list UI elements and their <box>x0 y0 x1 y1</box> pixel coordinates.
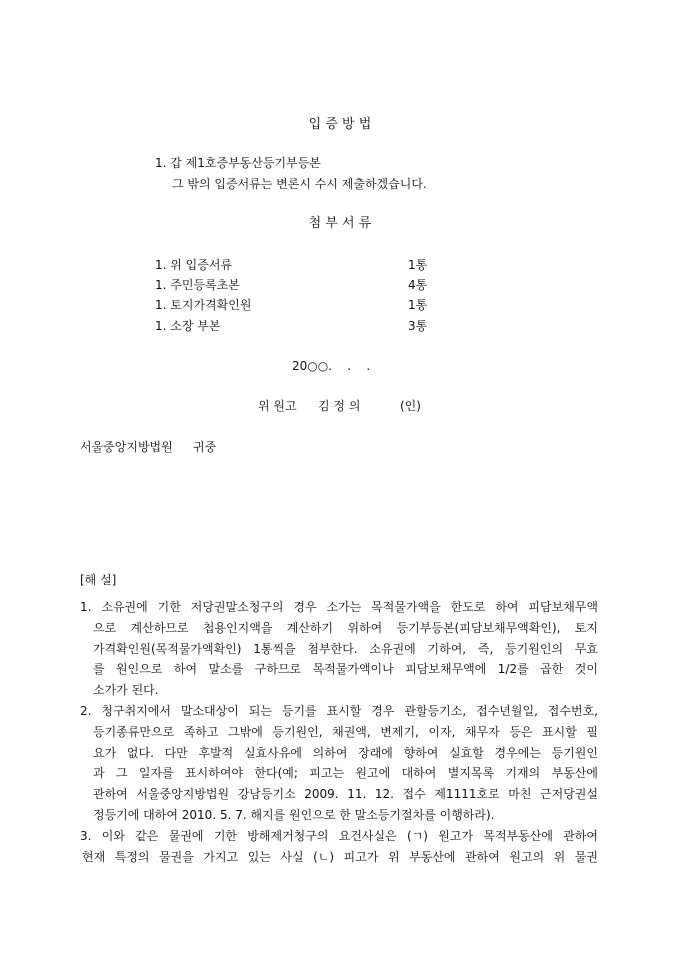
attachment-count: 1통 <box>408 298 428 312</box>
attachment-count: 4통 <box>408 278 428 292</box>
signature-seal: (인) <box>400 399 421 413</box>
court-suffix: 귀중 <box>193 440 217 454</box>
document-date: 20○○. . . <box>292 359 371 373</box>
commentary-line: 를 원인으로 하여 말소를 구하므로 목적물가액이나 피담보채무액에 1/2를 곱한 것이 <box>93 662 598 677</box>
commentary-line: 요가 없다. 다만 후발적 실효사유에 의하여 장래에 향하여 실효할 경우에는 등기원인 <box>93 745 598 760</box>
attachments-title: 첨 부 서 류 <box>308 216 372 231</box>
commentary-line: 정등기에 대하여 2010. 5. 7. 해지를 원인으로 한 말소등기절차를 이행하라). <box>93 807 495 822</box>
commentary-line: 과 그 일자를 표시하여야 한다(예; 피고는 원고에 대하여 별지목록 기재의 부동산에 <box>93 766 598 781</box>
signature-name: 김 정 의 <box>318 399 361 413</box>
evidence-note: 그 밖의 입증서류는 변론시 수시 제출하겠습니다. <box>172 177 427 191</box>
commentary-line: 3. 이와 같은 물권에 기한 방해제거청구의 요건사실은 (ㄱ) 원고가 목적부동산에 관하여 <box>80 828 598 843</box>
attachment-label: 1. 위 입증서류 <box>155 258 233 272</box>
attachment-label: 1. 소장 부본 <box>155 319 221 333</box>
evidence-item: 1. 갑 제1호증부동산등기부등본 <box>155 156 321 170</box>
attachment-label: 1. 주민등록초본 <box>155 278 240 292</box>
commentary-heading: [해 설] <box>80 573 117 587</box>
commentary-line: 가격확인원(목적물가액확인) 1통씩을 첨부한다. 소유권에 기하여, 즉, 등기원인의 무효 <box>93 641 598 656</box>
commentary-line: 2. 청구취지에서 말소대상이 되는 등기를 표시할 경우 관할등기소, 접수년월일, 접수번호, <box>80 703 598 718</box>
commentary-line: 소가가 된다. <box>93 683 159 698</box>
evidence-title: 입 증 방 법 <box>308 117 372 132</box>
attachment-count: 3통 <box>408 319 428 333</box>
commentary-line: 1. 소유권에 기한 저당권말소청구의 경우 소가는 목적물가액을 한도로 하여 피담보채무액 <box>80 600 598 614</box>
attachment-count: 1통 <box>408 258 428 272</box>
signature-role: 위 원고 <box>258 399 297 413</box>
commentary-line: 관하여 서울중앙지방법원 강남등기소 2009. 11. 12. 접수 제1111호로 마친 근저당권설 <box>93 787 598 802</box>
commentary-body <box>80 597 598 867</box>
commentary-line: 으로 계산하므로 첩용인지액을 계산하기 위하여 등기부등본(피담보채무액확인), 토지 <box>93 620 598 635</box>
court-name: 서울중앙지방법원 <box>80 440 173 454</box>
commentary-line: 현재 특정의 물권을 가지고 있는 사실 (ㄴ) 피고가 위 부동산에 관하여 원고의 위 물권 <box>82 849 598 864</box>
commentary-line: 등기종류만으로 족하고 그밖에 등기원인, 채권액, 변제기, 이자, 채무자 등은 표시할 필 <box>93 724 598 739</box>
attachment-label: 1. 토지가격확인원 <box>155 298 252 312</box>
